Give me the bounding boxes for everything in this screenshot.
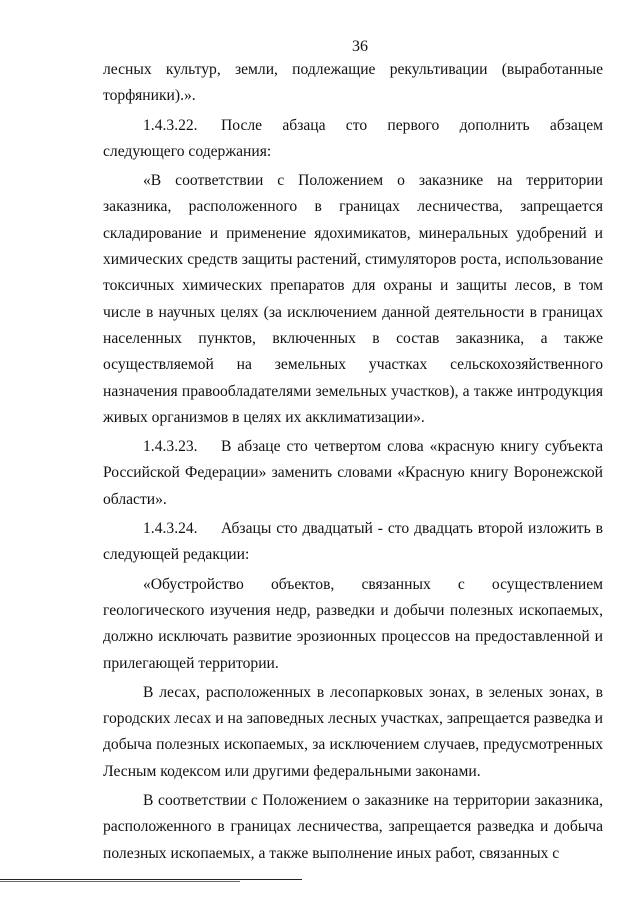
paragraph-clause-1-4-3-22: [103, 113, 603, 166]
paragraph-clause-1-4-3-23: [103, 434, 603, 513]
paragraph-clause-1-4-3-24: [103, 516, 603, 569]
clause-number: 1.4.3.22.: [143, 116, 198, 134]
clause-number: 1.4.3.23.: [143, 438, 198, 456]
paragraph-new-wording-1: «Обустройство объектов, связанных с осуществлением геологического изучения недр, разведки и добычи полезных ископаемых, должно исключать развитие эрозионных процессов на предоставленной и прилегающей территории.: [103, 575, 603, 672]
paragraph-quoted-insert: «В соответствии с Положением о заказнике на территории заказника, расположенного в границах лесничества, запрещается складирование и применение ядохимикатов, минеральных удобрений и химических средств защиты растений, стимуляторов роста, использование токсичных химических препаратов для охраны и защиты лесов, в том числе в научных целях (за исключением данной деятельности в границах населенных пунктов, включенных в состав заказника, а также осуществляемой на земельных участках сельскохозяйственного назначения правообладателями земельных участков), а также интродукция живых организмов в целях их акклиматизации».: [103, 172, 603, 426]
bottom-rule: [0, 879, 302, 880]
clause-number: 1.4.3.24.: [143, 520, 198, 538]
bottom-rule-secondary: [0, 881, 240, 882]
document-body: [103, 57, 603, 867]
clause-text: В абзаце сто четвертом слова «красную книгу субъекта Российской Федерации» заменить словами «Красную книгу Воронежской области».: [103, 438, 603, 508]
paragraph-new-wording-3: В соответствии с Положением о заказнике на территории заказника, расположенного в границах лесничества, запрещается разведка и добыча полезных ископаемых, а также выполнение иных работ, связанных с: [103, 792, 603, 862]
paragraph-new-wording-2: В лесах, расположенных в лесопарковых зонах, в зеленых зонах, в городских лесах и на заповедных лесных участках, запрещается разведка и добыча полезных ископаемых, за исключением случаев, предусмотренных Лесным кодексом или другими федеральными законами.: [103, 683, 603, 780]
clause-text: Абзацы сто двадцатый - сто двадцать второй изложить в следующей редакции:: [103, 520, 603, 564]
clause-text: После абзаца сто первого дополнить абзацем следующего содержания:: [103, 116, 603, 160]
paragraph-continuation: лесных культур, земли, подлежащие рекультивации (выработанные торфяники).».: [103, 61, 603, 105]
page-number: 36: [352, 38, 368, 55]
